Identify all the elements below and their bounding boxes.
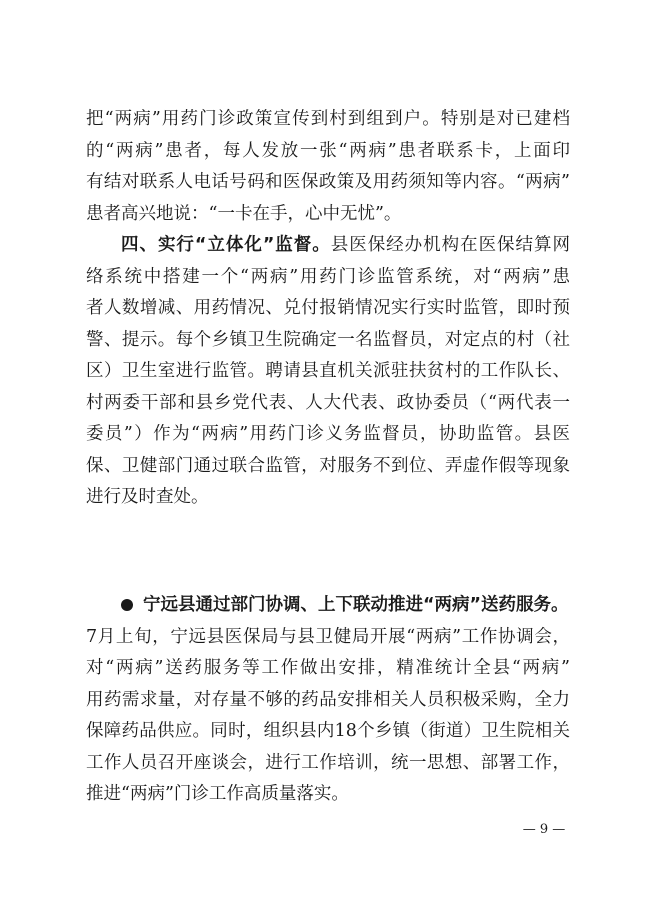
paragraph-line: 工作人员召开座谈会，进行工作培训，统一思想、部署工作， <box>86 752 570 773</box>
paragraph-line: 委员”）作为“两病”用药门诊义务监督员，协助监管。县医 <box>86 424 570 444</box>
paragraph-line: 保障药品供应。同时，组织县内18个乡镇（街道）卫生院相关 <box>86 721 570 741</box>
paragraph-line: 推进“两病”门诊工作高质量落实。 <box>86 784 349 804</box>
paragraph-line: 有结对联系人电话号码和医保政策及用药须知等内容。“两病” <box>86 172 570 192</box>
section-four <box>86 230 570 514</box>
news-item <box>86 590 570 811</box>
paragraph-line: 把“两病”用药门诊政策宣传到村到组到户。特别是对已建档 <box>86 109 570 129</box>
paragraph-line: 警、提示。每个乡镇卫生院确定一名监督员，对定点的村（社 <box>86 329 570 350</box>
paragraph-line: 村两委干部和县乡党代表、人大代表、政协委员（“两代表一 <box>86 392 570 413</box>
paragraph-line: 进行及时查处。 <box>86 487 209 507</box>
section-four-heading: 四、实行“立体化”监督。 <box>121 235 331 255</box>
paragraph-line: 对“两病”送药服务等工作做出安排，精准统计全县“两病” <box>86 658 570 678</box>
section-four-first-line-text: 县医保经办机构在医保结算网 <box>330 235 570 255</box>
paragraph-line: 患者高兴地说：“一卡在手，心中无忧”。 <box>86 203 402 224</box>
paragraph-line: 者人数增减、用药情况、兑付报销情况实行实时监管，即时预 <box>86 298 570 318</box>
paragraph-line: 保、卫健部门通过联合监管，对服务不到位、弄虚作假等现象 <box>86 455 570 476</box>
paragraph-line: 7月上旬，宁远县医保局与县卫健局开展“两病”工作协调会， <box>86 626 570 647</box>
paragraph-line: 络系统中搭建一个“两病”用药门诊监管系统，对“两病”患 <box>86 266 570 287</box>
continued-paragraph <box>86 104 570 230</box>
paragraph-line: 区）卫生室进行监管。聘请县直机关派驻扶贫村的工作队长、 <box>86 361 570 381</box>
page-number: — 9 — <box>522 822 566 837</box>
paragraph-line: 用药需求量，对存量不够的药品安排相关人员积极采购，全力 <box>86 689 570 710</box>
news-item-heading-row <box>86 590 570 622</box>
bullet-icon <box>121 599 133 611</box>
section-four-first-line <box>86 230 570 262</box>
news-item-heading: 宁远县通过部门协调、上下联动推进“两病”送药服务。 <box>143 595 569 615</box>
paragraph-line: 的“两病”患者，每人发放一张“两病”患者联系卡，上面印 <box>86 140 570 161</box>
